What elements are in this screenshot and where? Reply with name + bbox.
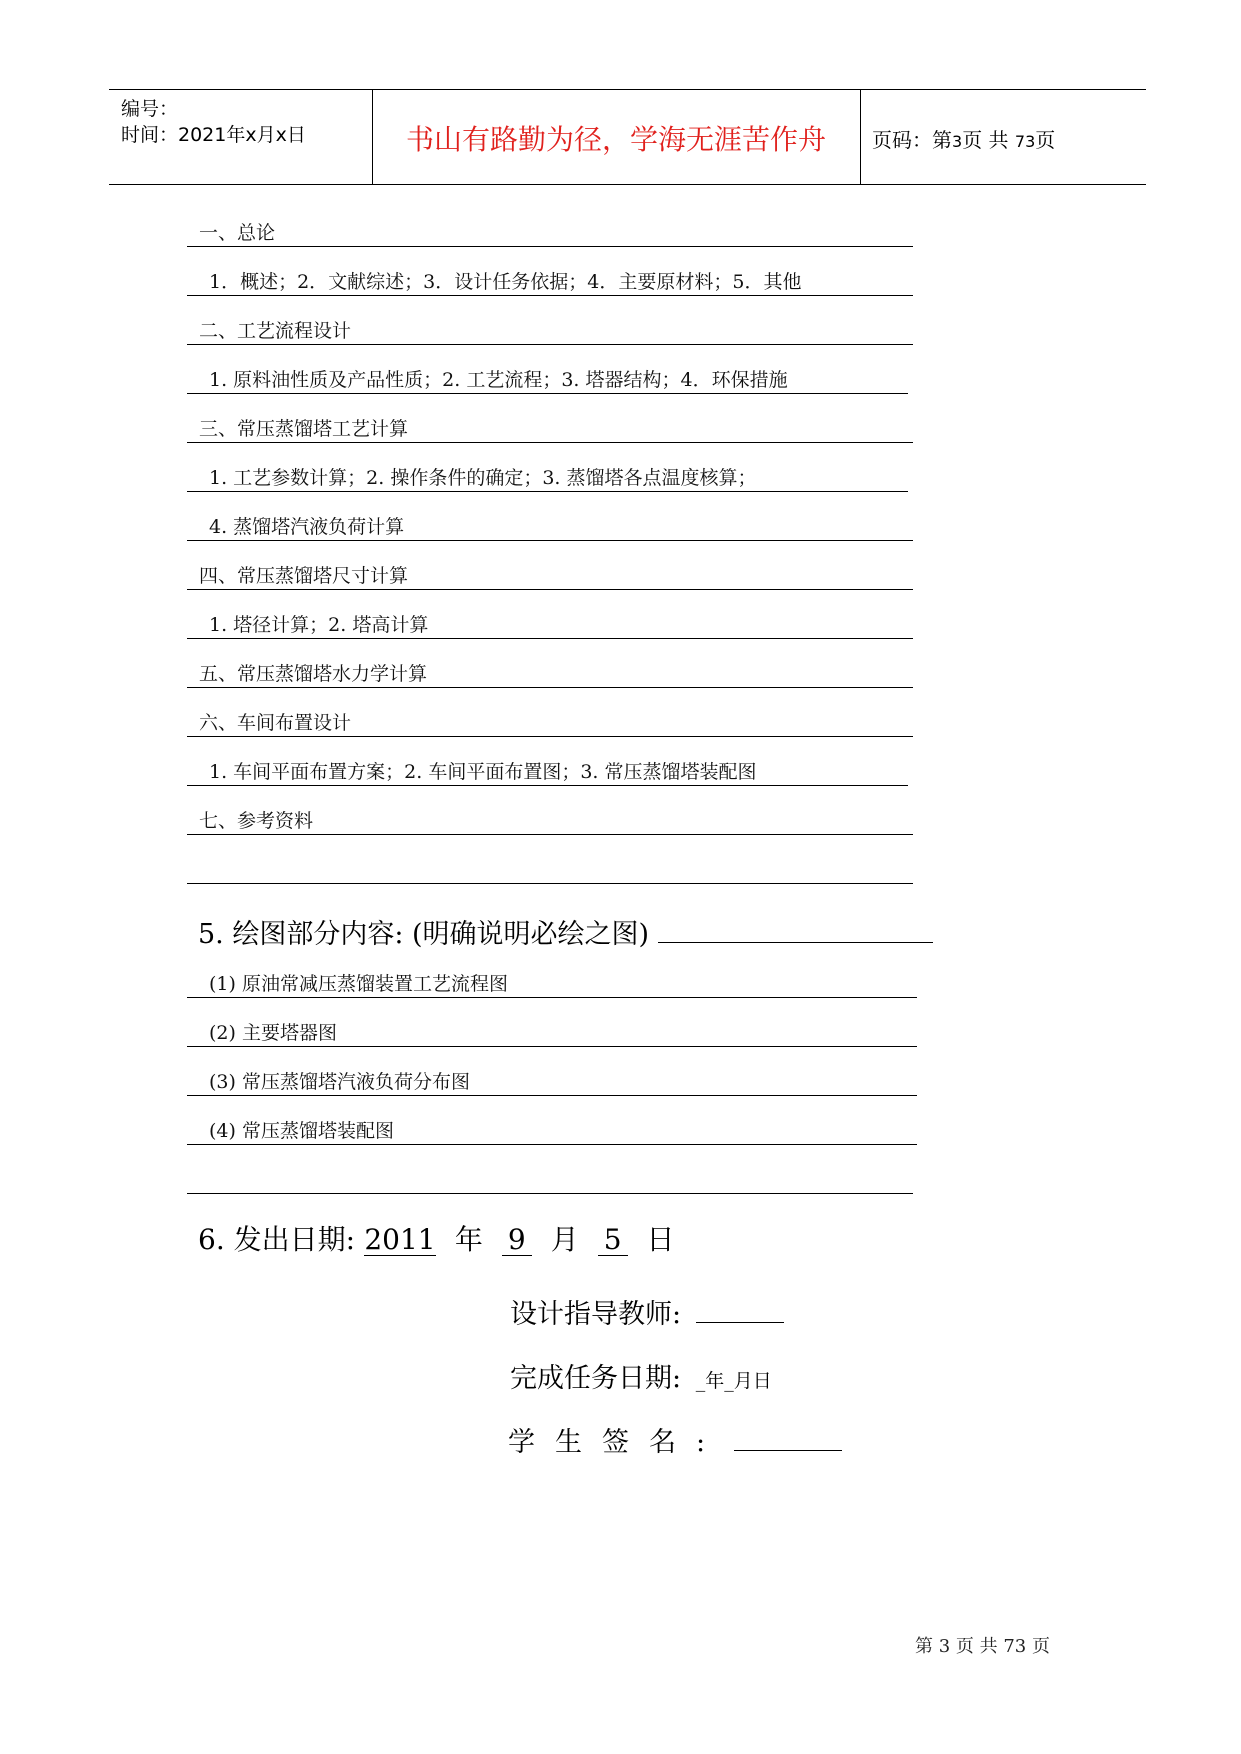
issue-date-row [198, 1218, 675, 1258]
drawing-item [187, 1120, 917, 1145]
outline-text: 1. 塔径计算；2. 塔高计算 [209, 614, 429, 636]
outline-line [187, 663, 913, 688]
instructor-row [510, 1292, 784, 1331]
outline-text: 1. 工艺参数计算；2. 操作条件的确定；3. 蒸馏塔各点温度核算； [209, 467, 757, 489]
page-number: 3 [952, 132, 963, 151]
drawing-item [187, 1071, 917, 1096]
completion-label: 完成任务日期: [510, 1363, 682, 1394]
page-info [872, 124, 1055, 153]
outline-line [187, 222, 913, 247]
outline-text: 七、参考资料 [199, 810, 314, 832]
drawing-item-text: (2) 主要塔器图 [209, 1022, 337, 1044]
header-left-cell [109, 90, 373, 184]
outline-text: 三、常压蒸馏塔工艺计算 [199, 418, 409, 440]
page-prefix: 页码：第 [872, 128, 952, 152]
outline-line [187, 565, 913, 590]
issue-month: 9 [502, 1225, 532, 1256]
student-blank [734, 1450, 842, 1451]
outline-text: 二、工艺流程设计 [199, 320, 352, 342]
outline-line [187, 712, 913, 737]
outline-text: 五、常压蒸馏塔水力学计算 [199, 663, 428, 685]
outline-text: 4. 蒸馏塔汽液负荷计算 [209, 516, 405, 538]
drawing-item-text: (1) 原油常减压蒸馏装置工艺流程图 [209, 973, 508, 995]
page-total: 73 [1014, 132, 1036, 151]
outline-line [187, 467, 908, 492]
drawing-item-text: (3) 常压蒸馏塔汽液负荷分布图 [209, 1071, 470, 1093]
issue-year: 2011 [364, 1223, 436, 1256]
outline-text [187, 859, 199, 881]
day-unit: 日 [646, 1223, 675, 1256]
outline-line [187, 418, 913, 443]
motto-text: 书山有路勤为径，学海无涯苦作舟 [405, 123, 826, 156]
student-row [508, 1420, 842, 1459]
header-middle-cell [372, 90, 861, 184]
header-right-cell [860, 90, 1146, 184]
instructor-blank [696, 1322, 784, 1323]
outline-blank-line [187, 859, 913, 884]
time-label: 时间：2021年x月x日 [121, 124, 306, 146]
drawing-blank-line [187, 1169, 913, 1194]
drawing-section-heading [198, 912, 933, 951]
outline-line [187, 761, 908, 786]
drawing-item-text [187, 1169, 199, 1191]
page-header [109, 89, 1146, 185]
outline-text: 六、车间布置设计 [199, 712, 352, 734]
outline-line [187, 810, 913, 835]
drawing-heading-text: 5. 绘图部分内容: (明确说明必绘之图) [198, 919, 650, 950]
completion-row [510, 1356, 772, 1395]
student-label: 学生签名: [508, 1427, 726, 1458]
number-label: 编号： [121, 98, 179, 120]
page-footer: 第 3 页 共 73 页 [915, 1636, 1050, 1657]
outline-line [187, 516, 913, 541]
issue-date-label: 6. 发出日期: [198, 1223, 356, 1256]
issue-day: 5 [598, 1225, 628, 1256]
outline-text: 1. 原料油性质及产品性质；2. 工艺流程；3. 塔器结构；4．环保措施 [209, 369, 788, 391]
drawing-item-text: (4) 常压蒸馏塔装配图 [209, 1120, 394, 1142]
drawing-item [187, 973, 917, 998]
outline-line [187, 614, 913, 639]
year-unit: 年 [454, 1223, 483, 1256]
outline-text: 四、常压蒸馏塔尺寸计算 [199, 565, 409, 587]
heading-blank [658, 942, 933, 943]
month-unit: 月 [550, 1223, 579, 1256]
page-suffix: 页 [1035, 128, 1056, 152]
completion-value: _年_月日 [695, 1370, 772, 1392]
instructor-label: 设计指导教师: [510, 1299, 682, 1330]
outline-line [187, 271, 913, 296]
outline-text: 1．概述；2．文献综述；3．设计任务依据；4．主要原材料；5．其他 [209, 271, 802, 293]
outline-text: 一、总论 [199, 222, 276, 244]
outline-line [187, 369, 908, 394]
drawing-item [187, 1022, 917, 1047]
page-mid: 页 共 [962, 128, 1009, 152]
outline-text: 1. 车间平面布置方案；2. 车间平面布置图；3. 常压蒸馏塔装配图 [209, 761, 757, 783]
outline-line [187, 320, 913, 345]
